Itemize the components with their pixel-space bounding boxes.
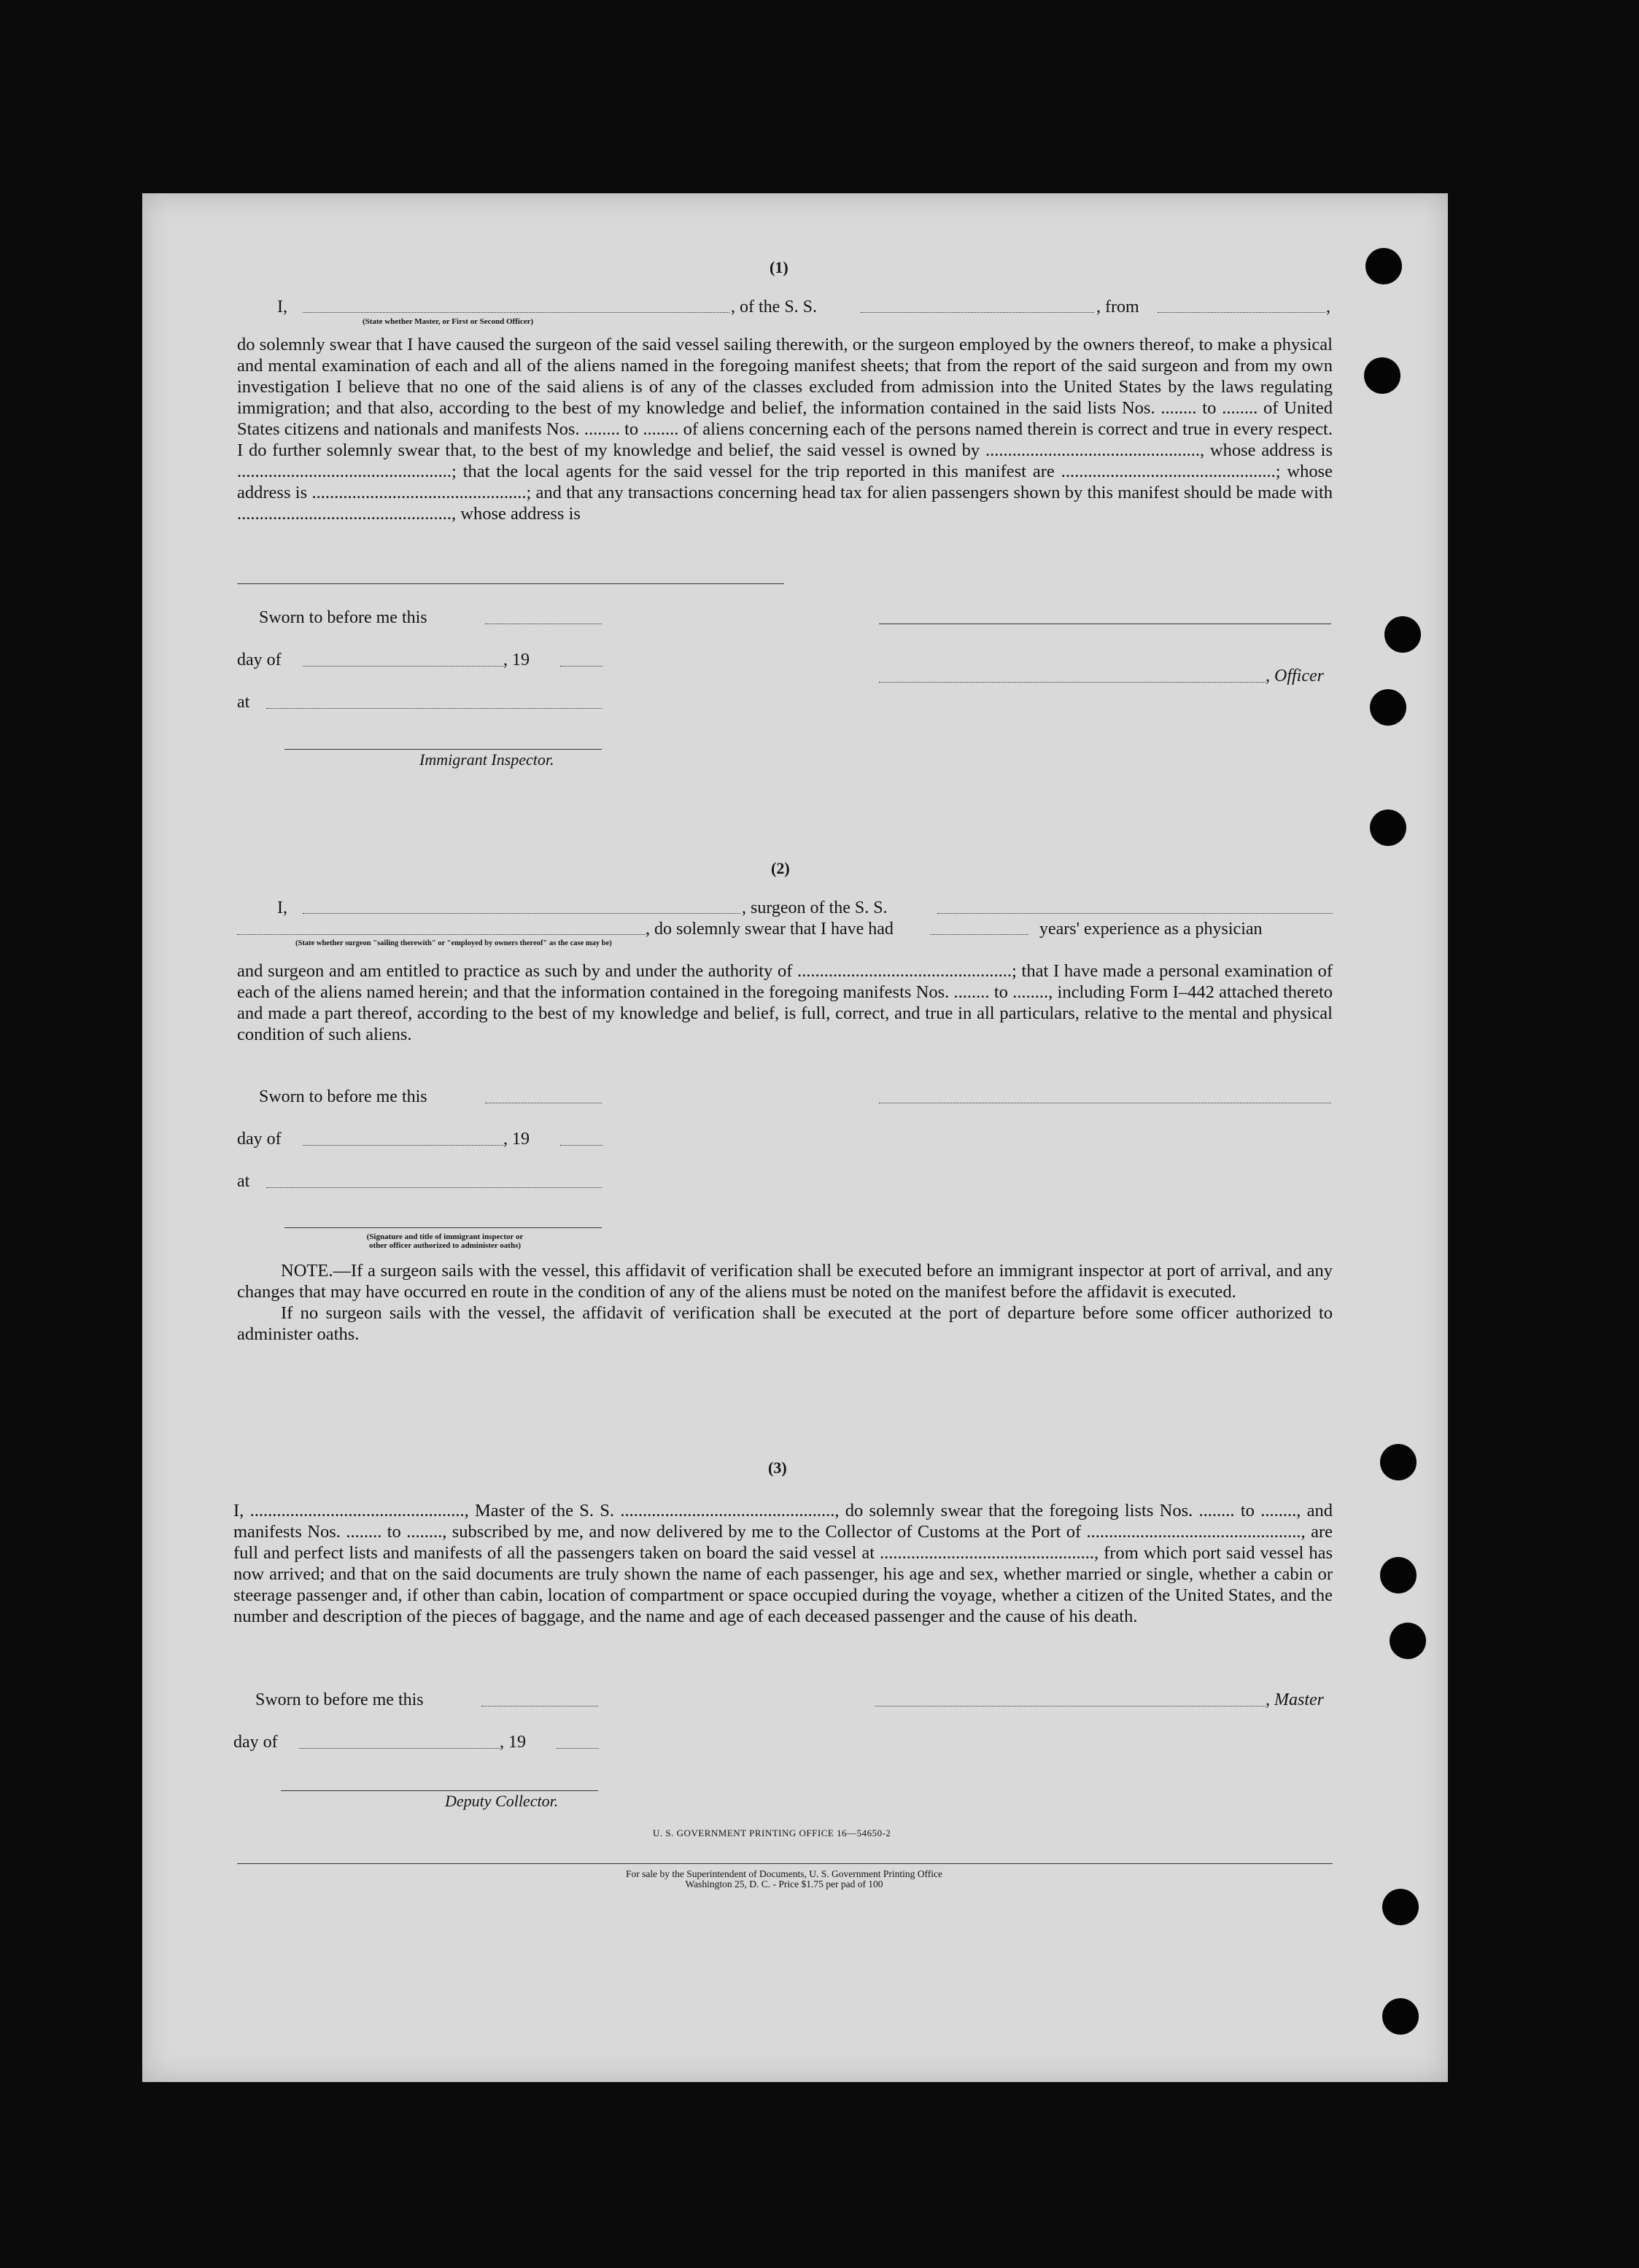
day-of-label: day of bbox=[237, 1130, 282, 1149]
section2-note bbox=[237, 1260, 1333, 1345]
day-field[interactable] bbox=[299, 1748, 500, 1749]
year-field[interactable] bbox=[560, 666, 602, 667]
surgeon-status-field[interactable] bbox=[237, 934, 646, 935]
inspector-signature-line[interactable] bbox=[284, 1227, 602, 1228]
binder-hole bbox=[1380, 1557, 1417, 1593]
oath-text: , do solemnly swear that I have had bbox=[646, 920, 894, 939]
officer-signature-field[interactable] bbox=[879, 682, 1266, 683]
oath-text: , surgeon of the S. S. bbox=[742, 898, 888, 917]
section-number: (3) bbox=[768, 1459, 787, 1477]
inspector-label: Immigrant Inspector. bbox=[419, 750, 554, 769]
footer-line: Washington 25, D. C. - Price $1.75 per pad of 100 bbox=[685, 1879, 883, 1890]
day-field[interactable] bbox=[303, 666, 503, 667]
master-label: , Master bbox=[1266, 1690, 1324, 1709]
year-label: , 19 bbox=[500, 1733, 526, 1752]
oath-paragraph: do solemnly swear that I have caused the surgeon of the said vessel sailing therewith, or the surgeon employed by the owners thereof, to make a physical and mental examination of each and all of the aliens named in the foregoing manifest sheets; that from the report of the said surgeon and from my own investigation I believe that no one of the said aliens is of any of the classes excluded from admission into the United States by the laws regulating immigration; and that also, according to the best of my knowledge and belief, the information contained in the said lists Nos. ........ to ........ of United States citizens and nationals and manifests Nos. ........ to ........ of aliens concerning each of the persons named therein is correct and true in every respect. I do further solemnly swear that, to the best of my knowledge and belief, the said vessel is owned by ................................................, whose address is ................................................; that the local agents for the said vessel for the trip reported in this manifest are ................................................; whose address is ................................................; and that any transactions concerning head tax for alien passengers shown by this manifest should be made with ................................................, whose address is bbox=[237, 335, 1333, 524]
binder-hole bbox=[1364, 357, 1400, 394]
binder-hole bbox=[1370, 689, 1406, 726]
master-oath-paragraph: I, ................................................, Master of the S. S. ................................................, do solemnly swear that the foregoing lists Nos. ........ to ........, and manifests Nos. ........ to ........, subscribed by me, and now delivered by me to the Collector of Customs at the Port of ................................................, are full and perfect lists and manifests of all the passengers taken on board the said vessel at ................................................, from which port said vessel has now arrived; and that on the said documents are truly shown the name of each passenger, his age and sex, whether married or single, whether a cabin or steerage passenger and, if other than cabin, location of compartment or space occupied during the voyage, whether a citizen of the United States, and the number and description of the pieces of baggage, and the name and age of each deceased passenger and the cause of his death. bbox=[233, 1501, 1333, 1626]
officer-hint: (State whether Master, or First or Second Officer) bbox=[363, 317, 534, 326]
oath-text: , of the S. S. bbox=[731, 298, 818, 316]
year-field[interactable] bbox=[557, 1748, 599, 1749]
footer-rule bbox=[237, 1863, 1333, 1864]
vessel-name-field[interactable] bbox=[861, 312, 1094, 313]
sworn-label: Sworn to before me this bbox=[259, 1087, 427, 1106]
day-of-label: day of bbox=[237, 651, 282, 669]
at-field[interactable] bbox=[266, 1187, 602, 1188]
signature-hint-line: other officer authorized to administer oaths) bbox=[368, 1241, 522, 1250]
section-number: (1) bbox=[770, 258, 788, 276]
section-number: (2) bbox=[771, 859, 790, 877]
oath-text: , bbox=[1326, 298, 1330, 316]
at-field[interactable] bbox=[266, 708, 602, 709]
collector-label: Deputy Collector. bbox=[445, 1792, 559, 1810]
footer-notice bbox=[419, 1869, 1149, 1890]
note-paragraph: If no surgeon sails with the vessel, the affidavit of verification shall be executed at the port of departure before some officer authorized to administer oaths. bbox=[237, 1303, 1333, 1344]
section3-body bbox=[233, 1500, 1333, 1627]
binder-hole bbox=[1370, 809, 1406, 846]
section1-body bbox=[237, 334, 1333, 524]
signature-hint-line: (Signature and title of immigrant inspector or bbox=[366, 1232, 524, 1241]
sworn-label: Sworn to before me this bbox=[255, 1690, 424, 1709]
sworn-label: Sworn to before me this bbox=[259, 608, 427, 627]
surgeon-vessel-field[interactable] bbox=[937, 913, 1333, 914]
at-label: at bbox=[237, 1172, 250, 1191]
oath-text: I, bbox=[277, 898, 287, 917]
section2-body bbox=[237, 960, 1333, 1045]
officer-oath-line bbox=[277, 297, 287, 317]
year-label: , 19 bbox=[503, 1130, 530, 1149]
surgeon-oath-paragraph: and surgeon and am entitled to practice as such by and under the authority of ................................................; that I have made a personal examination of each of the aliens named herein; and that the information contained in the foregoing manifests Nos. ........ to ........, including Form I–442 attached thereto and made a part thereof, according to the best of my knowledge and belief, is full, correct, and true in all particulars, relative to the mental and physical condition of such aliens. bbox=[237, 961, 1333, 1044]
address-continuation-line[interactable] bbox=[237, 583, 784, 584]
binder-hole bbox=[1365, 248, 1402, 284]
footer-line: For sale by the Superintendent of Documents, U. S. Government Printing Office bbox=[626, 1868, 942, 1879]
oath-text: years' experience as a physician bbox=[1039, 920, 1263, 939]
binder-hole bbox=[1384, 616, 1421, 653]
signature-hint bbox=[292, 1232, 598, 1250]
binder-hole bbox=[1380, 1444, 1417, 1480]
printing-office-mark: U. S. GOVERNMENT PRINTING OFFICE 16—54650-2 bbox=[653, 1828, 891, 1838]
surgeon-hint: (State whether surgeon "sailing therewith" or "employed by owners thereof" as the case may be) bbox=[295, 939, 612, 947]
binder-hole bbox=[1382, 1889, 1419, 1925]
day-of-label: day of bbox=[233, 1733, 278, 1752]
note-paragraph: NOTE.—If a surgeon sails with the vessel, this affidavit of verification shall be executed before an immigrant inspector at port of arrival, and any changes that may have occurred en route in the condition of any of the aliens must be noted on the manifest before the affidavit is executed. bbox=[237, 1261, 1333, 1302]
surgeon-name-field[interactable] bbox=[303, 913, 740, 914]
oath-text: , from bbox=[1096, 298, 1139, 316]
year-field[interactable] bbox=[560, 1145, 602, 1146]
at-label: at bbox=[237, 693, 250, 712]
day-field[interactable] bbox=[303, 1145, 503, 1146]
year-label: , 19 bbox=[503, 651, 530, 669]
document-page bbox=[142, 193, 1448, 2082]
binder-hole bbox=[1382, 1998, 1419, 2035]
oath-text: I, bbox=[277, 298, 287, 316]
years-experience-field[interactable] bbox=[930, 934, 1028, 935]
officer-name-field[interactable] bbox=[303, 312, 729, 313]
officer-label: , Officer bbox=[1266, 667, 1324, 686]
departure-port-field[interactable] bbox=[1158, 312, 1325, 313]
binder-hole bbox=[1390, 1623, 1426, 1659]
